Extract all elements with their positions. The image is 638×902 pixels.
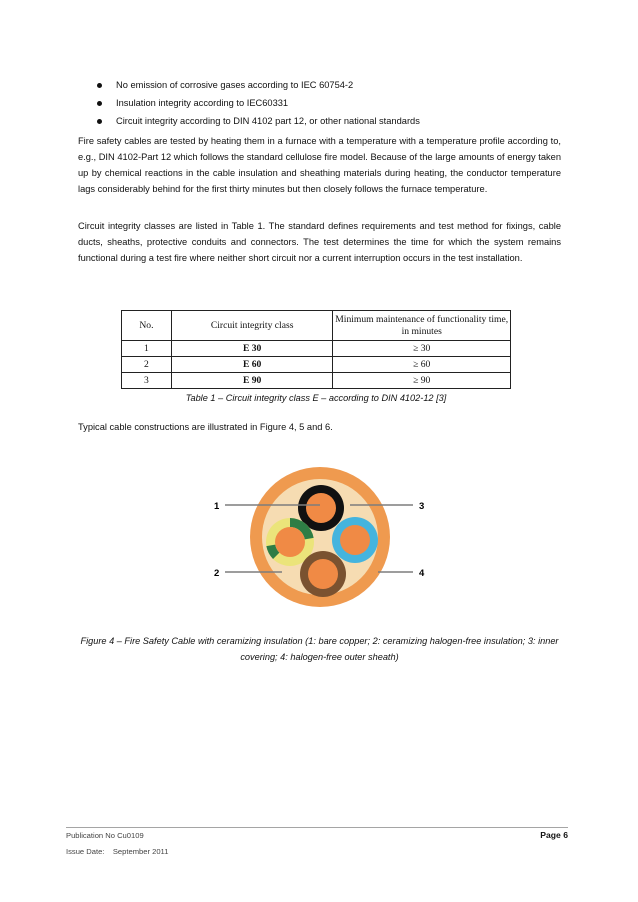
- issue-date: Issue Date: September 2011: [66, 847, 169, 856]
- cable-cross-section-figure: [200, 462, 440, 612]
- publication-number: Publication No Cu0109: [66, 831, 144, 840]
- figure-label-2: 2: [214, 568, 220, 579]
- table-cell: E 30: [171, 341, 333, 357]
- table-cell: 1: [122, 341, 172, 357]
- circuit-integrity-table: [121, 310, 511, 389]
- table-row: [122, 357, 511, 373]
- table-header-cell: No.: [122, 311, 172, 341]
- copper-conductor: [308, 559, 338, 589]
- bullet-icon: [97, 119, 102, 124]
- paragraph-fire-testing: Fire safety cables are tested by heating them in a furnace with a temperature with a temperature profile according to, e.g., DIN 4102-Part 12 which follows the standard cellulose fire model. Because of the large amounts of energy taken up by chemical reactions in the cable insulation and sheathing materials during heating, the conductor temperature lags considerably behind for the first thirty minutes but then closely follows the furnace temperature.: [78, 136, 561, 194]
- table-header-row: [122, 311, 511, 341]
- table-header-cell: Minimum maintenance of functionality time, in minutes: [333, 311, 511, 341]
- figure-label-3: 3: [419, 501, 425, 512]
- table-cell: E 60: [171, 357, 333, 373]
- bullet-icon: [97, 83, 102, 88]
- table-cell: 3: [122, 373, 172, 389]
- figure-label-1: 1: [214, 501, 220, 512]
- figure-caption: Figure 4 – Fire Safety Cable with ceramizing insulation (1: bare copper; 2: ceramizing halogen-free insulation; 3: inner covering; 4: halogen-free outer sheath): [80, 636, 559, 662]
- table-header-cell: Circuit integrity class: [171, 311, 333, 341]
- copper-conductor: [275, 527, 305, 557]
- copper-conductor: [306, 493, 336, 523]
- footer-divider: [66, 827, 568, 828]
- table-cell: ≥ 60: [333, 357, 511, 373]
- table-cell: ≥ 90: [333, 373, 511, 389]
- copper-conductor: [340, 525, 370, 555]
- requirements-bullet-list: [78, 76, 568, 130]
- bullet-text: Insulation integrity according to IEC60331: [116, 98, 289, 108]
- table-cell: E 90: [171, 373, 333, 389]
- bullet-item: [78, 76, 568, 94]
- table-cell: ≥ 30: [333, 341, 511, 357]
- page-number: Page 6: [540, 830, 568, 840]
- table-cell: 2: [122, 357, 172, 373]
- figure-label-4: 4: [419, 568, 425, 579]
- table-row: [122, 341, 511, 357]
- bullet-item: [78, 94, 568, 112]
- table-row: [122, 373, 511, 389]
- bullet-icon: [97, 101, 102, 106]
- paragraph-integrity-classes: Circuit integrity classes are listed in Table 1. The standard defines requirements and test method for fixings, cable ducts, sheaths, protective conduits and connectors. The test determines the time for which the system remains functional during a test fire where neither short circuit nor a current interruption occurs in the test installation.: [78, 221, 561, 263]
- table-caption: Table 1 – Circuit integrity class E – according to DIN 4102-12 [3]: [185, 393, 447, 403]
- paragraph-cable-constructions: Typical cable constructions are illustrated in Figure 4, 5 and 6.: [78, 422, 333, 432]
- bullet-item: [78, 112, 568, 130]
- bullet-text: No emission of corrosive gases according to IEC 60754-2: [116, 80, 354, 90]
- bullet-text: Circuit integrity according to DIN 4102 part 12, or other national standards: [116, 116, 420, 126]
